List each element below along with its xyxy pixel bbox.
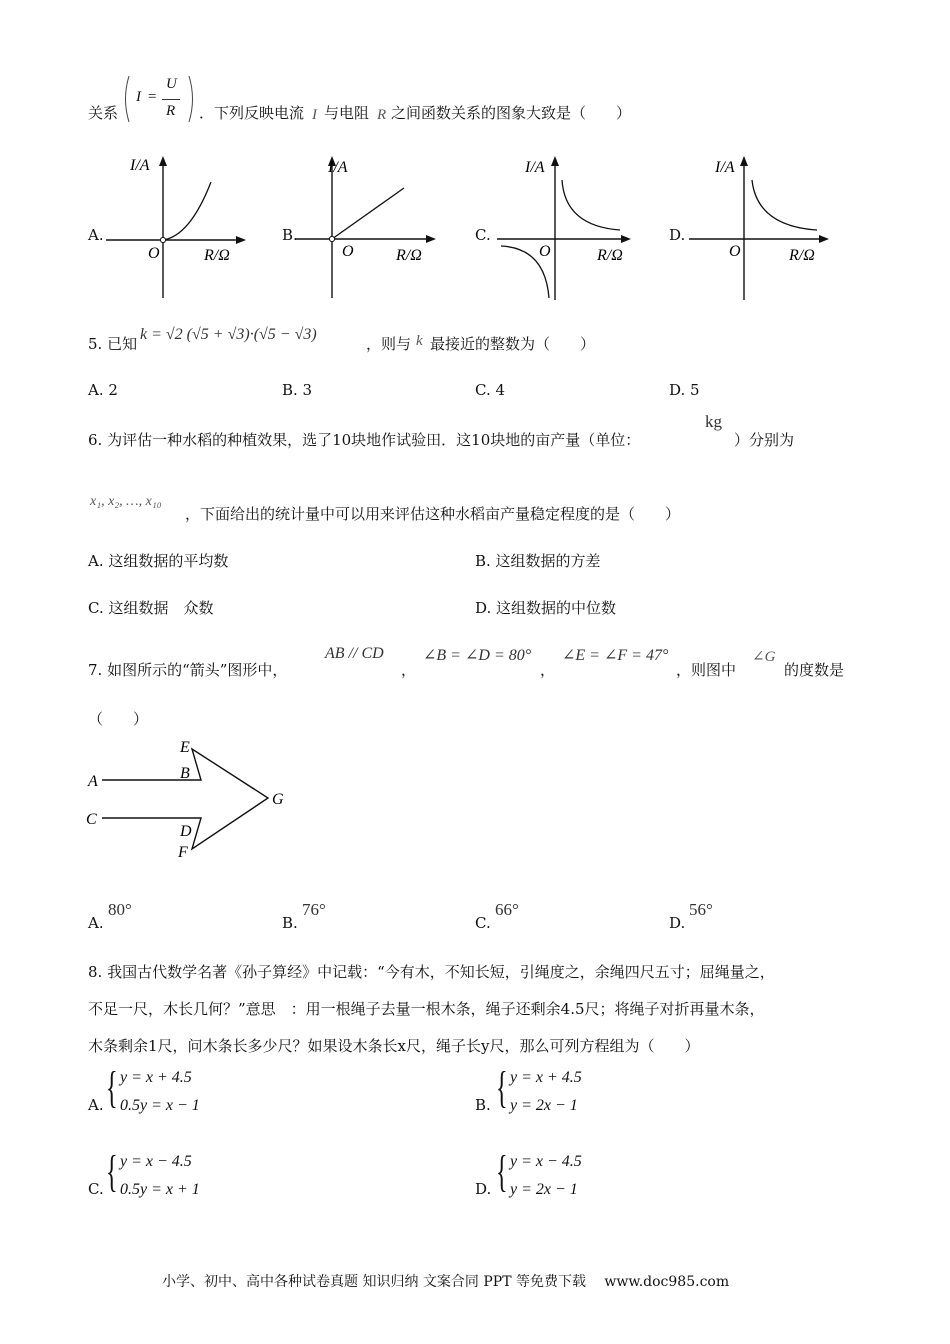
q4-graph-c-xlabel: R/Ω [597, 247, 623, 264]
q4-option-d-label: D. [669, 226, 686, 244]
q6-stem-post: ）分别为 [734, 431, 795, 449]
q6-option-a: A. 这组数据的平均数 [88, 552, 229, 570]
q4-graph-a-origin: O [148, 245, 160, 262]
q7-target: ∠G [752, 649, 776, 665]
q6-option-c: C. 这组数据 众数 [88, 599, 214, 617]
q7-arrow-figure [80, 732, 300, 867]
q8-line-1: 8. 我国古代数学名著《孙子算经》中记载：“今有木，不知长短，引绳度之，余绳四尺五寸；屈绳量之， [88, 963, 775, 981]
q4-var-i: I [312, 107, 317, 123]
q8-option-d-eq2: y = 2x − 1 [510, 1181, 578, 1198]
q5-stem-pre: 5. 已知 [88, 335, 138, 353]
q4-formula-r: R [166, 103, 176, 119]
q7-option-a-letter: A. [88, 914, 104, 932]
q8-line-3: 木条剩余1尺，问木条长多少尺？如果设木条长x尺，绳子长y尺，那么可列方程组为（ ） [88, 1037, 700, 1055]
q4-graph-d-origin: O [729, 243, 741, 260]
q4-graph-d-xlabel: R/Ω [789, 247, 815, 264]
q8-option-b-letter: B. [475, 1096, 491, 1114]
q7-paren: （ ） [88, 710, 149, 728]
q4-option-c-label: C. [475, 226, 491, 244]
q7-cond3: ∠E = ∠F = 47° [562, 647, 669, 664]
q5-stem-post: 最接近的整数为（ ） [430, 335, 596, 353]
q7-cond2: ∠B = ∠D = 80° [423, 647, 532, 664]
q8-option-b-brace: { [496, 1063, 508, 1112]
q7-label-a: A [88, 773, 98, 790]
q4-stem-mid2: 与电阻 [324, 104, 370, 122]
q7-option-b-letter: B. [282, 914, 298, 932]
q6-vars: x₁, x₂, …, x₁₀ [90, 494, 162, 509]
q4-formula-eq: = [148, 89, 157, 105]
q8-option-b-eq1: y = x + 4.5 [510, 1069, 582, 1086]
q7-stem-post: 的度数是 [784, 661, 845, 679]
q4-stem-pre: 关系 [88, 104, 119, 122]
q7-sep2: ， [540, 661, 556, 679]
q4-graph-d-ylabel: I/A [715, 159, 735, 176]
q4-graph-a-ylabel: I/A [130, 157, 150, 174]
q7-cond1: AB // CD [325, 645, 384, 662]
q5-var-k: k [416, 333, 423, 349]
q7-label-d: D [180, 823, 192, 840]
q7-label-e: E [180, 739, 190, 756]
q5-option-d: D. 5 [669, 381, 700, 399]
q4-graph-b-ylabel: I/A [328, 159, 348, 176]
q7-option-b-value: 76° [302, 900, 326, 919]
q4-graph-c-ylabel: I/A [525, 159, 545, 176]
q7-option-d-letter: D. [669, 914, 686, 932]
q4-graph-a-xlabel: R/Ω [204, 247, 230, 264]
q6-option-d: D. 这组数据的中位数 [475, 599, 617, 617]
q5-formula: k = √2 (√5 + √3)·(√5 − √3) [140, 326, 317, 343]
q8-option-b-eq2: y = 2x − 1 [510, 1097, 578, 1114]
q7-label-c: C [86, 811, 97, 828]
q8-option-d-letter: D. [475, 1180, 492, 1198]
q4-graph-a [100, 150, 250, 305]
q8-option-a-brace: { [106, 1063, 118, 1112]
q8-option-c-brace: { [106, 1147, 118, 1196]
q4-stem-mid: ．下列反映电流 [199, 104, 305, 122]
q4-option-a-label: A. [88, 226, 104, 244]
q7-sep1: ， [401, 661, 417, 679]
q8-option-a-eq2: 0.5y = x − 1 [120, 1097, 200, 1114]
q8-option-d-brace: { [496, 1147, 508, 1196]
q4-stem-post: 之间函数关系的图象大致是（ ） [391, 104, 632, 122]
q6-unit: kg [705, 412, 722, 431]
q5-option-b: B. 3 [282, 381, 313, 399]
q7-stem-mid: ，则图中 [676, 661, 737, 679]
q7-label-f: F [178, 844, 188, 861]
q7-option-a-value: 80° [108, 900, 132, 919]
q7-stem-pre: 7. 如图所示的“箭头”图形中， [88, 661, 288, 679]
q4-option-b-label: B. [282, 226, 298, 244]
q4-formula-u: U [166, 76, 177, 92]
q6-stem-pre: 6. 为评估一种水稻的种植效果，选了10块地作试验田．这10块地的亩产量（单位： [88, 431, 641, 449]
q6-option-b: B. 这组数据的方差 [475, 552, 601, 570]
q4-graph-c-origin: O [539, 243, 551, 260]
q5-stem-mid: ，则与 [366, 335, 412, 353]
q4-graph-d [685, 150, 835, 305]
q8-option-c-eq2: 0.5y = x + 1 [120, 1181, 200, 1198]
q4-graph-b-xlabel: R/Ω [396, 247, 422, 264]
q5-option-a: A. 2 [88, 381, 118, 399]
q8-option-c-letter: C. [88, 1180, 104, 1198]
q4-var-r: R [377, 107, 387, 123]
q8-option-a-eq1: y = x + 4.5 [120, 1069, 192, 1086]
q7-option-c-value: 66° [495, 900, 519, 919]
q7-option-d-value: 56° [689, 900, 713, 919]
q4-graph-b-origin: O [342, 243, 354, 260]
q4-formula-i: I [136, 89, 141, 105]
page-footer[interactable]: 小学、初中、高中各种试卷真题 知识归纳 文案合同 PPT 等免费下载 www.doc985.com [162, 1274, 730, 1290]
q4-graph-c [495, 150, 645, 305]
q4-formula-svg [122, 74, 196, 124]
q8-line-2: 不足一尺，木长几何？”意思 ：用一根绳子去量一根木条，绳子还剩余4.5尺；将绳子对折再量木条， [88, 1000, 765, 1018]
q4-fraction-bar [162, 99, 180, 100]
q7-label-g: G [272, 791, 284, 808]
q8-option-c-eq1: y = x − 4.5 [120, 1153, 192, 1170]
q8-option-a-letter: A. [88, 1096, 104, 1114]
q4-graph-b [290, 150, 440, 305]
q8-option-d-eq1: y = x − 4.5 [510, 1153, 582, 1170]
q4-formula [122, 74, 196, 124]
q7-label-b: B [180, 765, 190, 782]
q5-option-c: C. 4 [475, 381, 506, 399]
q6-stem2: ，下面给出的统计量中可以用来评估这种水稻亩产量稳定程度的是（ ） [185, 505, 681, 523]
q7-option-c-letter: C. [475, 914, 491, 932]
